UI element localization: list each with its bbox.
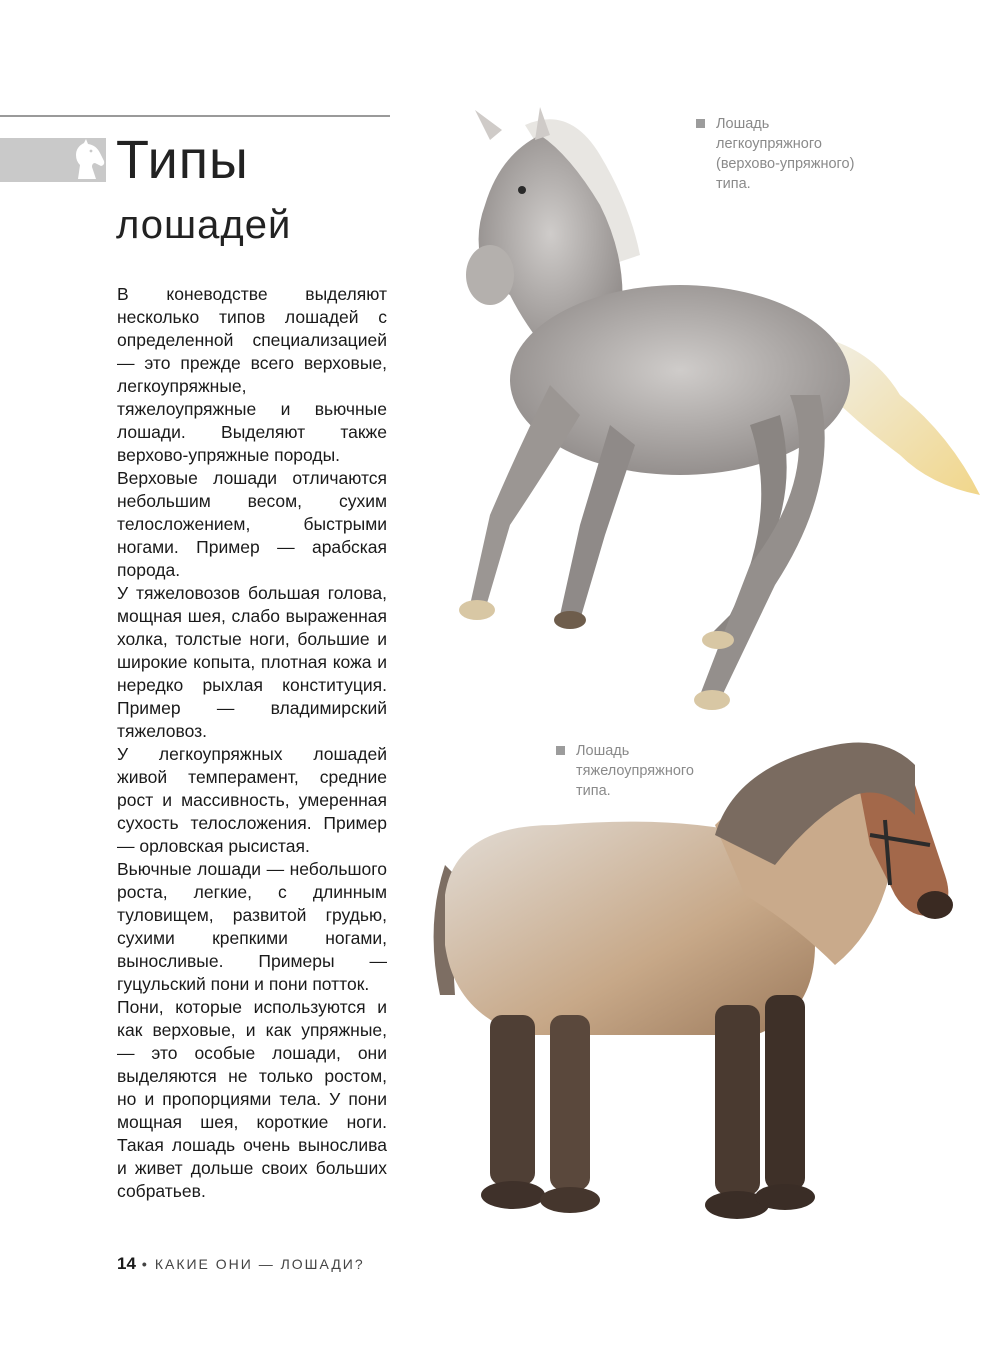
paragraph-pack: Вьючные лошади — небольшого роста, легкие, с длинным туловищем, развитой грудью, сухими крепкими ногами, выносливые. Примеры — гуцульский пони и пони потток. xyxy=(117,859,387,994)
page-title: Типы xyxy=(116,130,249,190)
page-subtitle: лошадей xyxy=(116,203,292,247)
paragraph-draft: У тяжеловозов большая голова, мощная шея, слабо выраженная холка, толстые ноги, большие и широкие копыта, плотная кожа и нередко рыхлая конституция. Пример — владимирский тяжеловоз. xyxy=(117,583,387,741)
caption-bullet-icon xyxy=(696,119,705,128)
paragraph-light-harness: У легкоупряжных лошадей живой темперамент, средние рост и массивность, умеренная сухость телосложения. Пример — орловская рысистая. xyxy=(117,744,387,856)
paragraph-intro: В коневодстве выделяют несколько типов лошадей с определенной специализацией — это прежде всего верховые, легкоупряжные, тяжелоупряжные и вьючные лошади. Выделяют также верхово-упряжные породы. xyxy=(117,284,387,465)
page-number: 14 xyxy=(117,1254,136,1273)
footer-section-title: КАКИЕ ОНИ — ЛОШАДИ? xyxy=(154,1256,365,1272)
footer-separator: • xyxy=(141,1256,149,1272)
caption-heavy-horse xyxy=(576,741,726,801)
top-rule xyxy=(0,115,390,117)
caption-heavy-horse-text: Лошадь тяжелоупряжного типа. xyxy=(576,743,694,799)
paragraph-riding: Верховые лошади отличаются небольшим весом, сухим телосложением, быстрыми ногами. Пример — арабская порода. xyxy=(117,468,387,580)
caption-light-horse-text: Лошадь легкоупряжного (верхово-упряжного) типа. xyxy=(716,116,855,192)
horse-head-icon xyxy=(70,139,106,181)
caption-light-horse xyxy=(716,114,866,194)
caption-bullet-icon xyxy=(556,746,565,755)
paragraph-pony: Пони, которые используются и как верховые, и как упряжные, — это особые лошади, они выделяются не только ростом, но и пропорциями тела. У пони мощная шея, короткие ноги. Такая лошадь очень вынослива и живет дольше своих больших собратьев. xyxy=(117,997,387,1201)
grey-horse-image xyxy=(430,95,990,745)
page-footer xyxy=(117,1254,365,1274)
body-text xyxy=(117,283,387,1203)
